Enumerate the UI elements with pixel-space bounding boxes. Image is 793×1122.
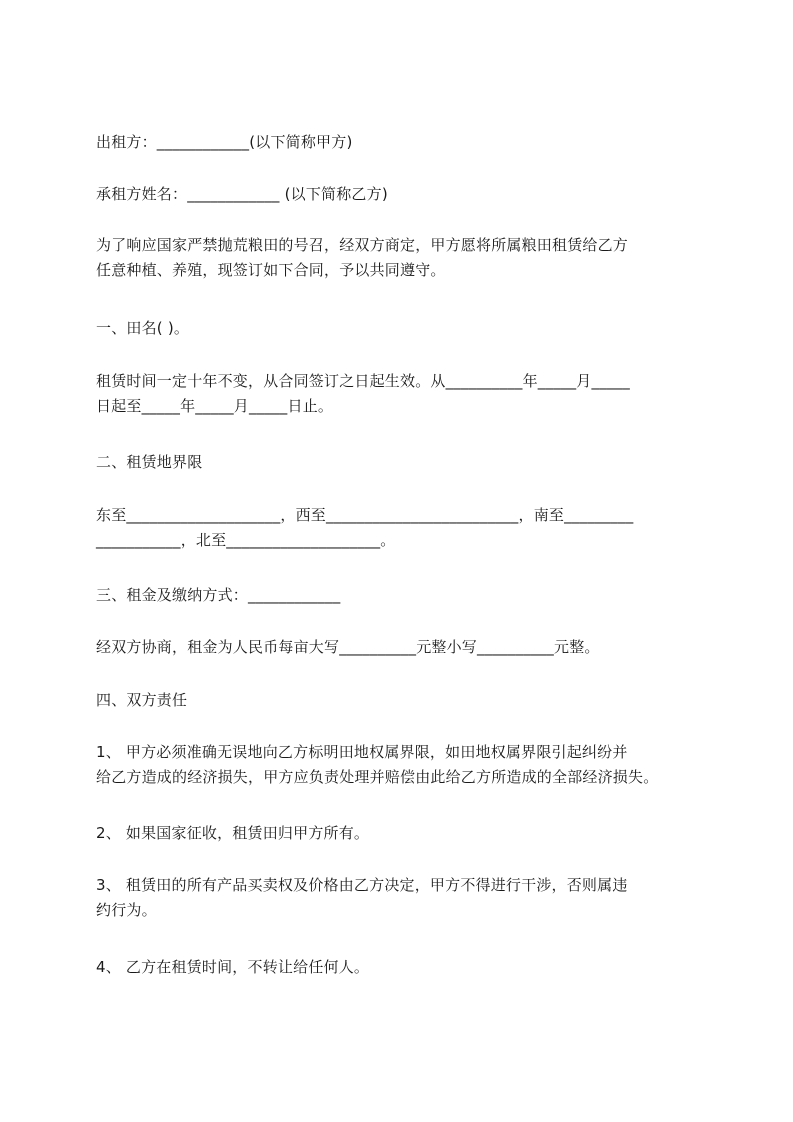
lessor-line: 出租方：____________(以下简称甲方) <box>96 133 353 151</box>
duty-item-2: 2、 如果国家征收，租赁田归甲方所有。 <box>96 824 370 842</box>
rent-paragraph: 经双方协商，租金为人民币每亩大写__________元整小写__________元整。 <box>96 638 600 656</box>
lessee-line: 承租方姓名：____________ (以下简称乙方) <box>96 185 388 203</box>
intro-paragraph: 为了响应国家严禁抛荒粮田的号召，经双方商定，甲方愿将所属粮田租赁给乙方 任意种植、养殖，现签订如下合同，予以共同遵守。 <box>96 236 629 279</box>
section-2-title: 二、租赁地界限 <box>96 453 203 471</box>
section-1-title: 一、田名( )。 <box>96 319 190 337</box>
land-boundary-paragraph: 东至____________________，西至_________________________，南至_________ ___________，北至____________________。 <box>96 506 634 549</box>
section-3-title: 三、租金及缴纳方式：____________ <box>96 586 341 604</box>
duty-item-4: 4、 乙方在租赁时间，不转让给任何人。 <box>96 958 370 976</box>
duty-item-3: 3、 租赁田的所有产品买卖权及价格由乙方决定，甲方不得进行干涉，否则属违 约行为。 <box>96 876 628 919</box>
section-4-title: 四、双方责任 <box>96 691 188 709</box>
duty-item-1: 1、 甲方必须准确无误地向乙方标明田地权属界限，如田地权属界限引起纠纷并 给乙方造成的经济损失，甲方应负责处理并赔偿由此给乙方所造成的全部经济损失。 <box>96 743 659 786</box>
lease-term-paragraph: 租赁时间一定十年不变，从合同签订之日起生效。从__________年_____月_____ 日起至_____年_____月_____日止。 <box>96 372 631 415</box>
